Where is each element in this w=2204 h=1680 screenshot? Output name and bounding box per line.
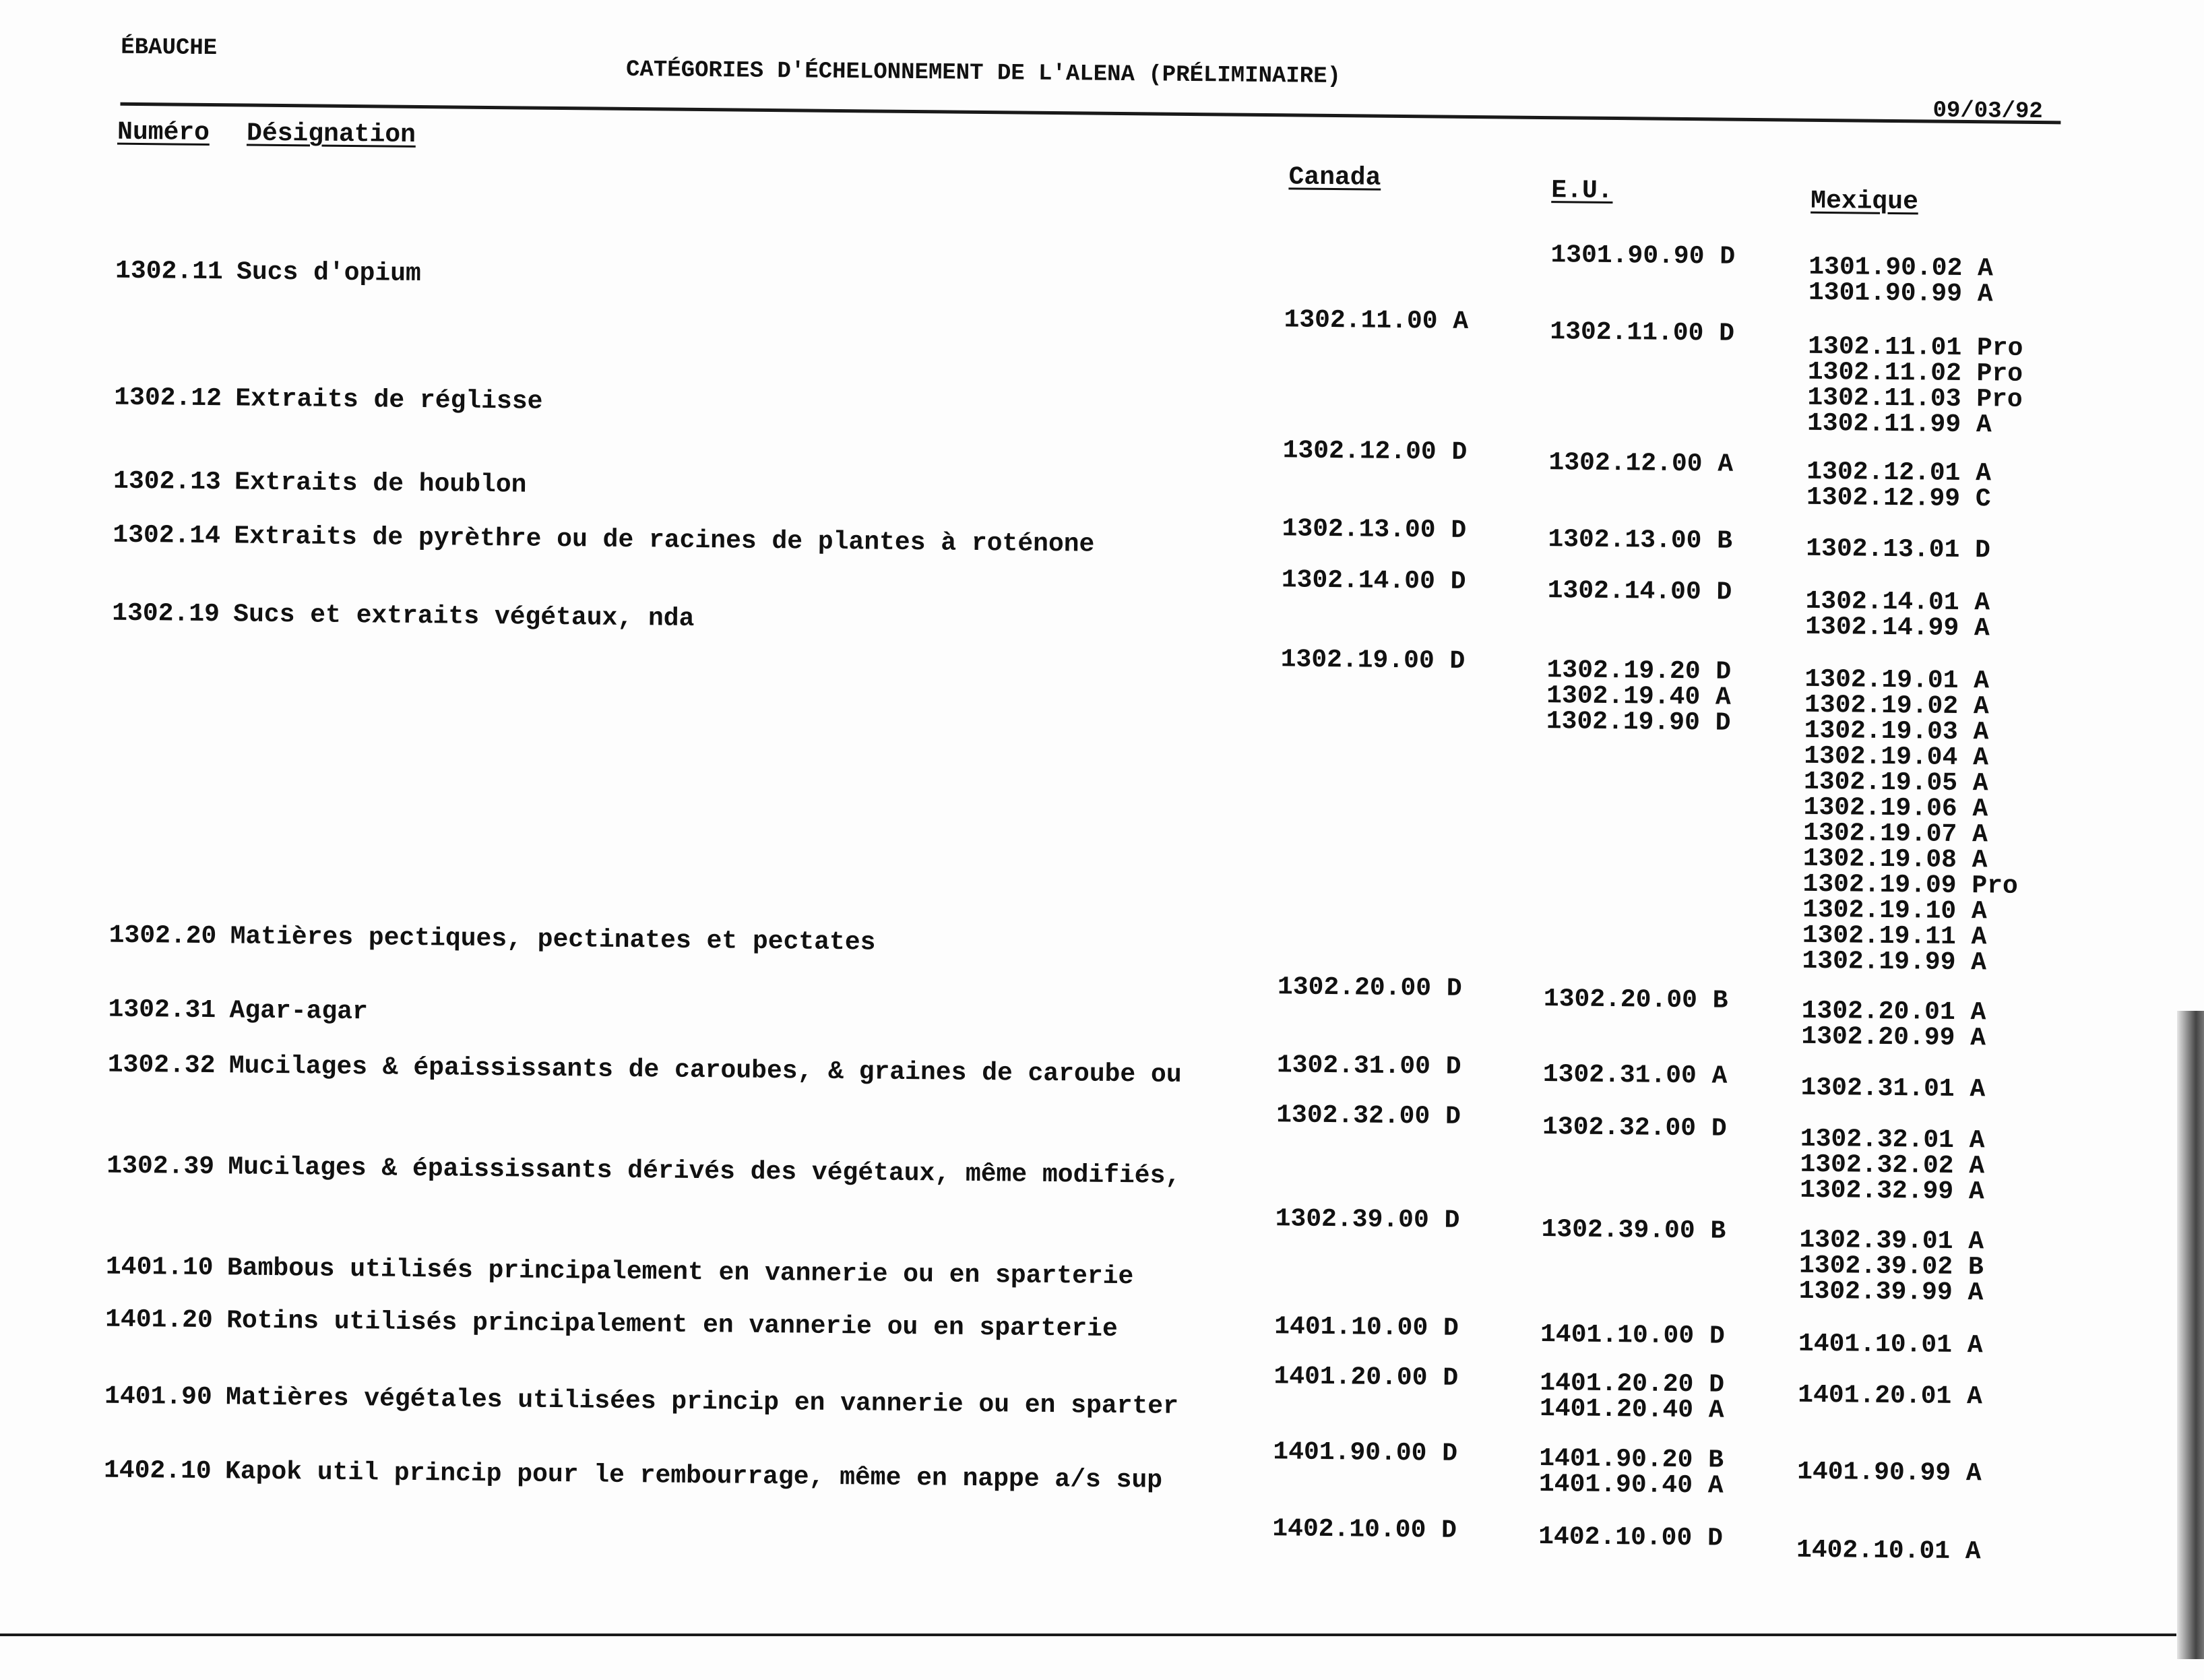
eu-code: 1302.11.00 D xyxy=(1550,317,1735,348)
mexique-code: 1302.39.02 B xyxy=(1798,1251,1984,1282)
mexique-code: 1302.32.99 A xyxy=(1799,1175,1985,1207)
eu-code: 1302.39.00 B xyxy=(1541,1215,1726,1246)
row-designation: Mucilages & épaississants dérivés des végétaux, même modifiés, xyxy=(228,1152,1181,1191)
row-number: 1302.12 xyxy=(114,383,222,414)
column-header-mexique: Mexique xyxy=(1811,186,1919,217)
eu-code: 1401.10.00 D xyxy=(1540,1320,1725,1351)
row-designation: Sucs et extraits végétaux, nda xyxy=(233,600,695,633)
row-designation: Extraits de réglisse xyxy=(235,384,543,416)
column-header-numero: Numéro xyxy=(117,117,210,148)
mexique-code: 1401.20.01 A xyxy=(1798,1380,1983,1412)
mexique-code: 1302.13.01 D xyxy=(1806,534,1991,565)
row-number: 1302.20 xyxy=(108,921,217,952)
row-designation: Rotins utilisés principalement en vannerie ou en sparterie xyxy=(226,1306,1118,1344)
eu-code: 1401.20.20 D xyxy=(1540,1369,1725,1400)
mexique-code: 1302.14.99 A xyxy=(1804,612,1990,644)
eu-code: 1302.20.00 B xyxy=(1543,985,1728,1016)
row-number: 1302.19 xyxy=(112,598,220,629)
column-header-designation: Désignation xyxy=(246,119,416,150)
mexique-code: 1302.11.01 Pro xyxy=(1807,332,2023,363)
row-designation: Extraits de pyrèthre ou de racines de plantes à roténone xyxy=(234,522,1095,559)
mexique-code: 1302.12.99 C xyxy=(1806,483,1991,514)
mexique-code: 1302.12.01 A xyxy=(1806,457,1992,489)
row-designation: Mucilages & épaississants de caroubes, & graines de caroube ou xyxy=(228,1051,1182,1090)
eu-code: 1302.31.00 A xyxy=(1542,1060,1728,1091)
mexique-code: 1401.10.01 A xyxy=(1798,1329,1983,1361)
row-number: 1302.39 xyxy=(106,1151,215,1182)
row-designation: Kapok util princip pour le rembourrage, même en nappe a/s sup xyxy=(224,1457,1163,1495)
row-number: 1401.10 xyxy=(105,1252,214,1283)
mexique-code: 1302.20.01 A xyxy=(1801,996,1986,1028)
canada-code: 1302.39.00 D xyxy=(1275,1204,1460,1235)
eu-code: 1302.14.00 D xyxy=(1547,576,1732,607)
mexique-code: 1302.19.09 Pro xyxy=(1802,869,2018,901)
row-number: 1302.11 xyxy=(115,256,223,287)
mexique-code: 1402.10.01 A xyxy=(1796,1535,1981,1567)
document-date: 09/03/92 xyxy=(1932,98,2043,125)
column-header-canada: Canada xyxy=(1288,162,1381,193)
mexique-code: 1302.19.99 A xyxy=(1802,946,1987,978)
scan-edge xyxy=(2177,1011,2204,1659)
eu-code: 1302.12.00 A xyxy=(1548,448,1734,479)
canada-code: 1402.10.00 D xyxy=(1272,1514,1457,1545)
row-designation: Agar-agar xyxy=(229,996,369,1027)
canada-code: 1302.12.00 D xyxy=(1282,436,1468,467)
eu-code: 1302.32.00 D xyxy=(1542,1113,1727,1144)
canada-code: 1302.20.00 D xyxy=(1277,972,1462,1003)
eu-code: 1302.13.00 B xyxy=(1548,525,1733,556)
eu-code: 1302.19.40 A xyxy=(1546,681,1732,712)
eu-code: 1302.19.90 D xyxy=(1546,707,1731,738)
row-designation: Extraits de houblon xyxy=(234,468,527,500)
mexique-code: 1302.31.01 A xyxy=(1800,1073,1986,1105)
mexique-code: 1401.90.99 A xyxy=(1796,1457,1982,1489)
canada-code: 1302.13.00 D xyxy=(1282,514,1467,545)
row-number: 1402.10 xyxy=(103,1456,212,1487)
row-number: 1302.31 xyxy=(108,995,216,1026)
canada-code: 1302.19.00 D xyxy=(1280,645,1466,676)
eu-code: 1401.90.20 B xyxy=(1539,1444,1724,1475)
bottom-rule xyxy=(0,1634,2176,1636)
canada-code: 1401.90.00 D xyxy=(1273,1437,1458,1468)
column-header-eu: E.U. xyxy=(1551,176,1613,206)
mexique-code: 1302.11.99 A xyxy=(1806,408,1992,440)
canada-code: 1401.10.00 D xyxy=(1273,1312,1459,1343)
mexique-code: 1302.19.04 A xyxy=(1804,741,1989,773)
canada-code: 1302.32.00 D xyxy=(1276,1100,1461,1131)
mexique-code: 1302.11.03 Pro xyxy=(1807,383,2023,414)
mexique-code: 1302.39.99 A xyxy=(1798,1276,1984,1308)
mexique-code: 1301.90.99 A xyxy=(1808,278,1993,309)
eu-code: 1402.10.00 D xyxy=(1538,1522,1724,1553)
canada-code: 1401.20.00 D xyxy=(1273,1362,1459,1393)
canada-code: 1302.14.00 D xyxy=(1281,565,1466,596)
row-designation: Matières pectiques, pectinates et pectates xyxy=(230,922,876,958)
document-title: CATÉGORIES D'ÉCHELONNEMENT DE L'ALENA (PRÉLIMINAIRE) xyxy=(625,57,1342,90)
canada-code: 1302.11.00 A xyxy=(1284,305,1469,336)
row-number: 1302.32 xyxy=(107,1050,216,1081)
mexique-code: 1302.20.99 A xyxy=(1801,1022,1986,1053)
mexique-code: 1302.14.01 A xyxy=(1805,586,1990,618)
canada-code: 1302.31.00 D xyxy=(1276,1051,1461,1082)
mexique-code: 1302.32.01 A xyxy=(1800,1124,1985,1156)
mexique-code: 1302.19.02 A xyxy=(1804,690,1989,722)
eu-code: 1301.90.90 D xyxy=(1550,241,1736,272)
row-designation: Matières végétales utilisées princip en vannerie ou en sparter xyxy=(225,1383,1179,1421)
draft-label: ÉBAUCHE xyxy=(121,34,218,62)
mexique-code: 1302.19.06 A xyxy=(1803,792,1988,824)
eu-code: 1401.90.40 A xyxy=(1538,1470,1724,1501)
mexique-code: 1302.11.02 Pro xyxy=(1807,357,2023,389)
mexique-code: 1302.19.05 A xyxy=(1803,767,1988,799)
row-designation: Bambous utilisés principalement en vannerie ou en sparterie xyxy=(226,1253,1134,1292)
row-number: 1302.13 xyxy=(113,466,221,497)
row-number: 1401.90 xyxy=(104,1381,212,1412)
mexique-code: 1302.19.08 A xyxy=(1802,844,1988,875)
row-number: 1401.20 xyxy=(105,1305,214,1336)
mexique-code: 1302.19.10 A xyxy=(1802,895,1988,927)
eu-code: 1401.20.40 A xyxy=(1539,1394,1724,1425)
mexique-code: 1302.32.02 A xyxy=(1800,1150,1985,1181)
row-number: 1302.14 xyxy=(113,520,221,551)
eu-code: 1302.19.20 D xyxy=(1546,656,1732,687)
mexique-code: 1302.19.03 A xyxy=(1804,716,1989,747)
mexique-code: 1301.90.02 A xyxy=(1808,252,1994,284)
mexique-code: 1302.19.01 A xyxy=(1804,664,1990,696)
mexique-code: 1302.19.07 A xyxy=(1803,818,1988,850)
mexique-code: 1302.19.11 A xyxy=(1802,921,1987,952)
row-designation: Sucs d'opium xyxy=(236,257,421,289)
mexique-code: 1302.39.01 A xyxy=(1799,1225,1984,1257)
